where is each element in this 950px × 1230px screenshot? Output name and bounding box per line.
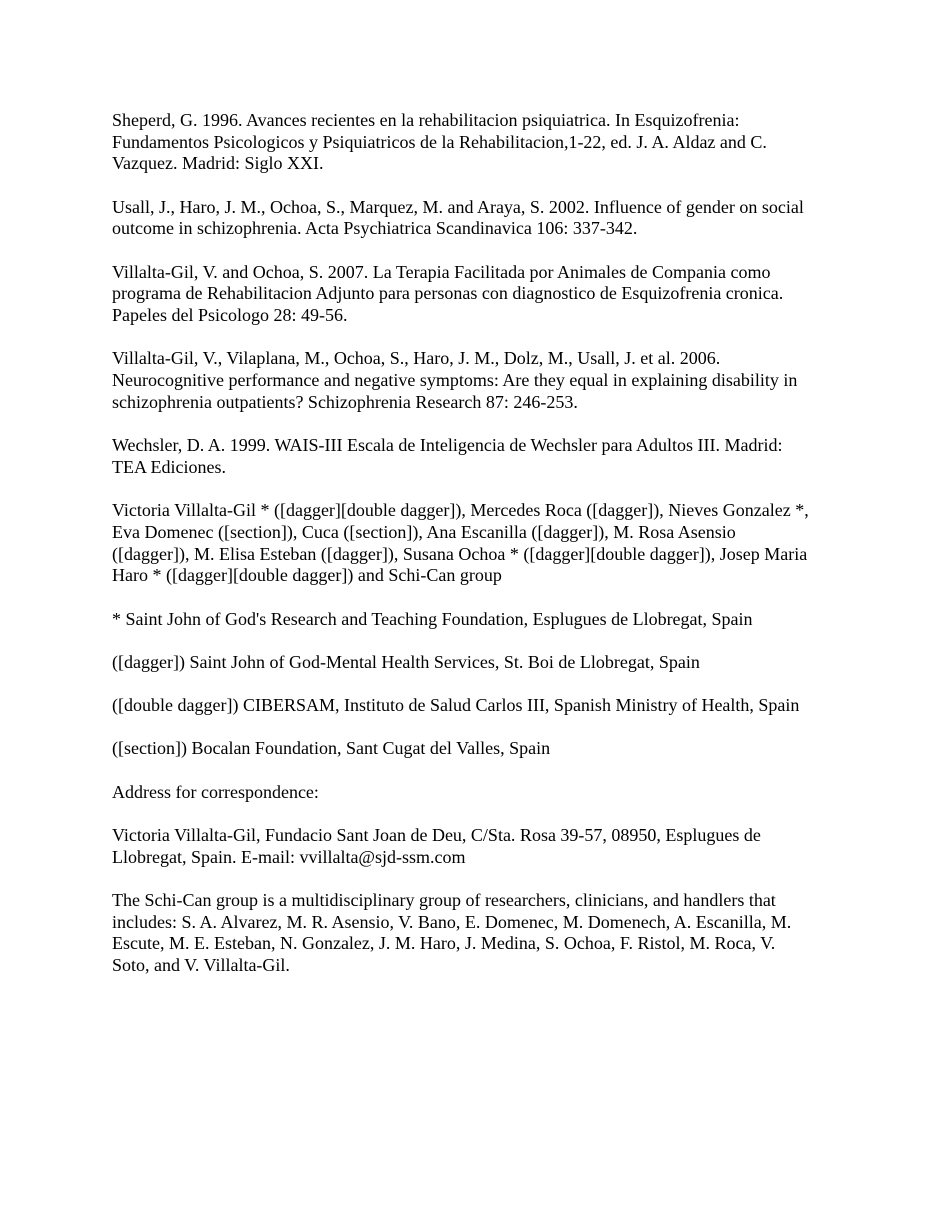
text-line: * Saint John of God's Research and Teaching Foundation, Esplugues de Llobregat, Spain (112, 608, 753, 629)
text-line: Villalta-Gil, V., Vilaplana, M., Ochoa, S., Haro, J. M., Dolz, M., Usall, J. et al. 2006. (112, 348, 721, 369)
text-line: Victoria Villalta-Gil * ([dagger][double dagger]), Mercedes Roca ([dagger]), Nieves Gonzalez *, (112, 500, 809, 521)
text-line: Neurocognitive performance and negative symptoms: Are they equal in explaining disability in (112, 370, 798, 391)
text-line: ([section]) Bocalan Foundation, Sant Cugat del Valles, Spain (112, 738, 551, 759)
heading-paragraph (112, 782, 852, 804)
authors-paragraph (112, 500, 852, 587)
text-line: Llobregat, Spain. E-mail: vvillalta@sjd-ssm.com (112, 846, 466, 867)
document-page (112, 110, 852, 998)
reference-paragraph (112, 197, 852, 240)
text-line: Papeles del Psicologo 28: 49-56. (112, 305, 348, 326)
text-line: Escute, M. E. Esteban, N. Gonzalez, J. M. Haro, J. Medina, S. Ochoa, F. Ristol, M. Roca, V. (112, 933, 776, 954)
text-line: Wechsler, D. A. 1999. WAIS-III Escala de Inteligencia de Wechsler para Adultos III. Madrid: (112, 435, 783, 456)
affiliation-paragraph (112, 609, 852, 631)
reference-paragraph (112, 348, 852, 413)
text-line: Haro * ([dagger][double dagger]) and Schi-Can group (112, 565, 502, 586)
text-line: Soto, and V. Villalta-Gil. (112, 955, 290, 976)
reference-paragraph (112, 262, 852, 327)
text-line: Fundamentos Psicologicos y Psiquiatricos de la Rehabilitacion,1-22, ed. J. A. Aldaz and C. (112, 131, 767, 152)
note-paragraph (112, 890, 852, 977)
address-paragraph (112, 825, 852, 868)
text-line: Eva Domenec ([section]), Cuca ([section]), Ana Escanilla ([dagger]), M. Rosa Asensio (112, 521, 736, 542)
affiliation-paragraph (112, 695, 852, 717)
text-line: Usall, J., Haro, J. M., Ochoa, S., Marquez, M. and Araya, S. 2002. Influence of gender on social (112, 196, 804, 217)
text-line: schizophrenia outpatients? Schizophrenia Research 87: 246-253. (112, 391, 578, 412)
text-line: outcome in schizophrenia. Acta Psychiatrica Scandinavica 106: 337-342. (112, 218, 638, 239)
text-line: ([dagger]), M. Elisa Esteban ([dagger]), Susana Ochoa * ([dagger][double dagger]), Josep Maria (112, 543, 808, 564)
text-line: programa de Rehabilitacion Adjunto para personas con diagnostico de Esquizofrenia cronica. (112, 283, 784, 304)
reference-paragraph (112, 435, 852, 478)
text-line: Villalta-Gil, V. and Ochoa, S. 2007. La Terapia Facilitada por Animales de Compania como (112, 261, 771, 282)
text-line: Vazquez. Madrid: Siglo XXI. (112, 153, 324, 174)
text-line: Sheperd, G. 1996. Avances recientes en la rehabilitacion psiquiatrica. In Esquizofrenia: (112, 110, 740, 130)
text-line: ([double dagger]) CIBERSAM, Instituto de Salud Carlos III, Spanish Ministry of Health, Spain (112, 695, 800, 716)
text-line: Address for correspondence: (112, 781, 319, 802)
text-line: The Schi-Can group is a multidisciplinary group of researchers, clinicians, and handlers that (112, 890, 776, 910)
text-line: TEA Ediciones. (112, 456, 226, 477)
affiliation-paragraph (112, 738, 852, 760)
reference-paragraph (112, 110, 852, 175)
text-line: includes: S. A. Alvarez, M. R. Asensio, V. Bano, E. Domenec, M. Domenech, A. Escanilla, M. (112, 911, 792, 932)
affiliation-paragraph (112, 652, 852, 674)
text-line: ([dagger]) Saint John of God-Mental Health Services, St. Boi de Llobregat, Spain (112, 651, 700, 672)
text-line: Victoria Villalta-Gil, Fundacio Sant Joan de Deu, C/Sta. Rosa 39-57, 08950, Esplugues de (112, 825, 761, 845)
